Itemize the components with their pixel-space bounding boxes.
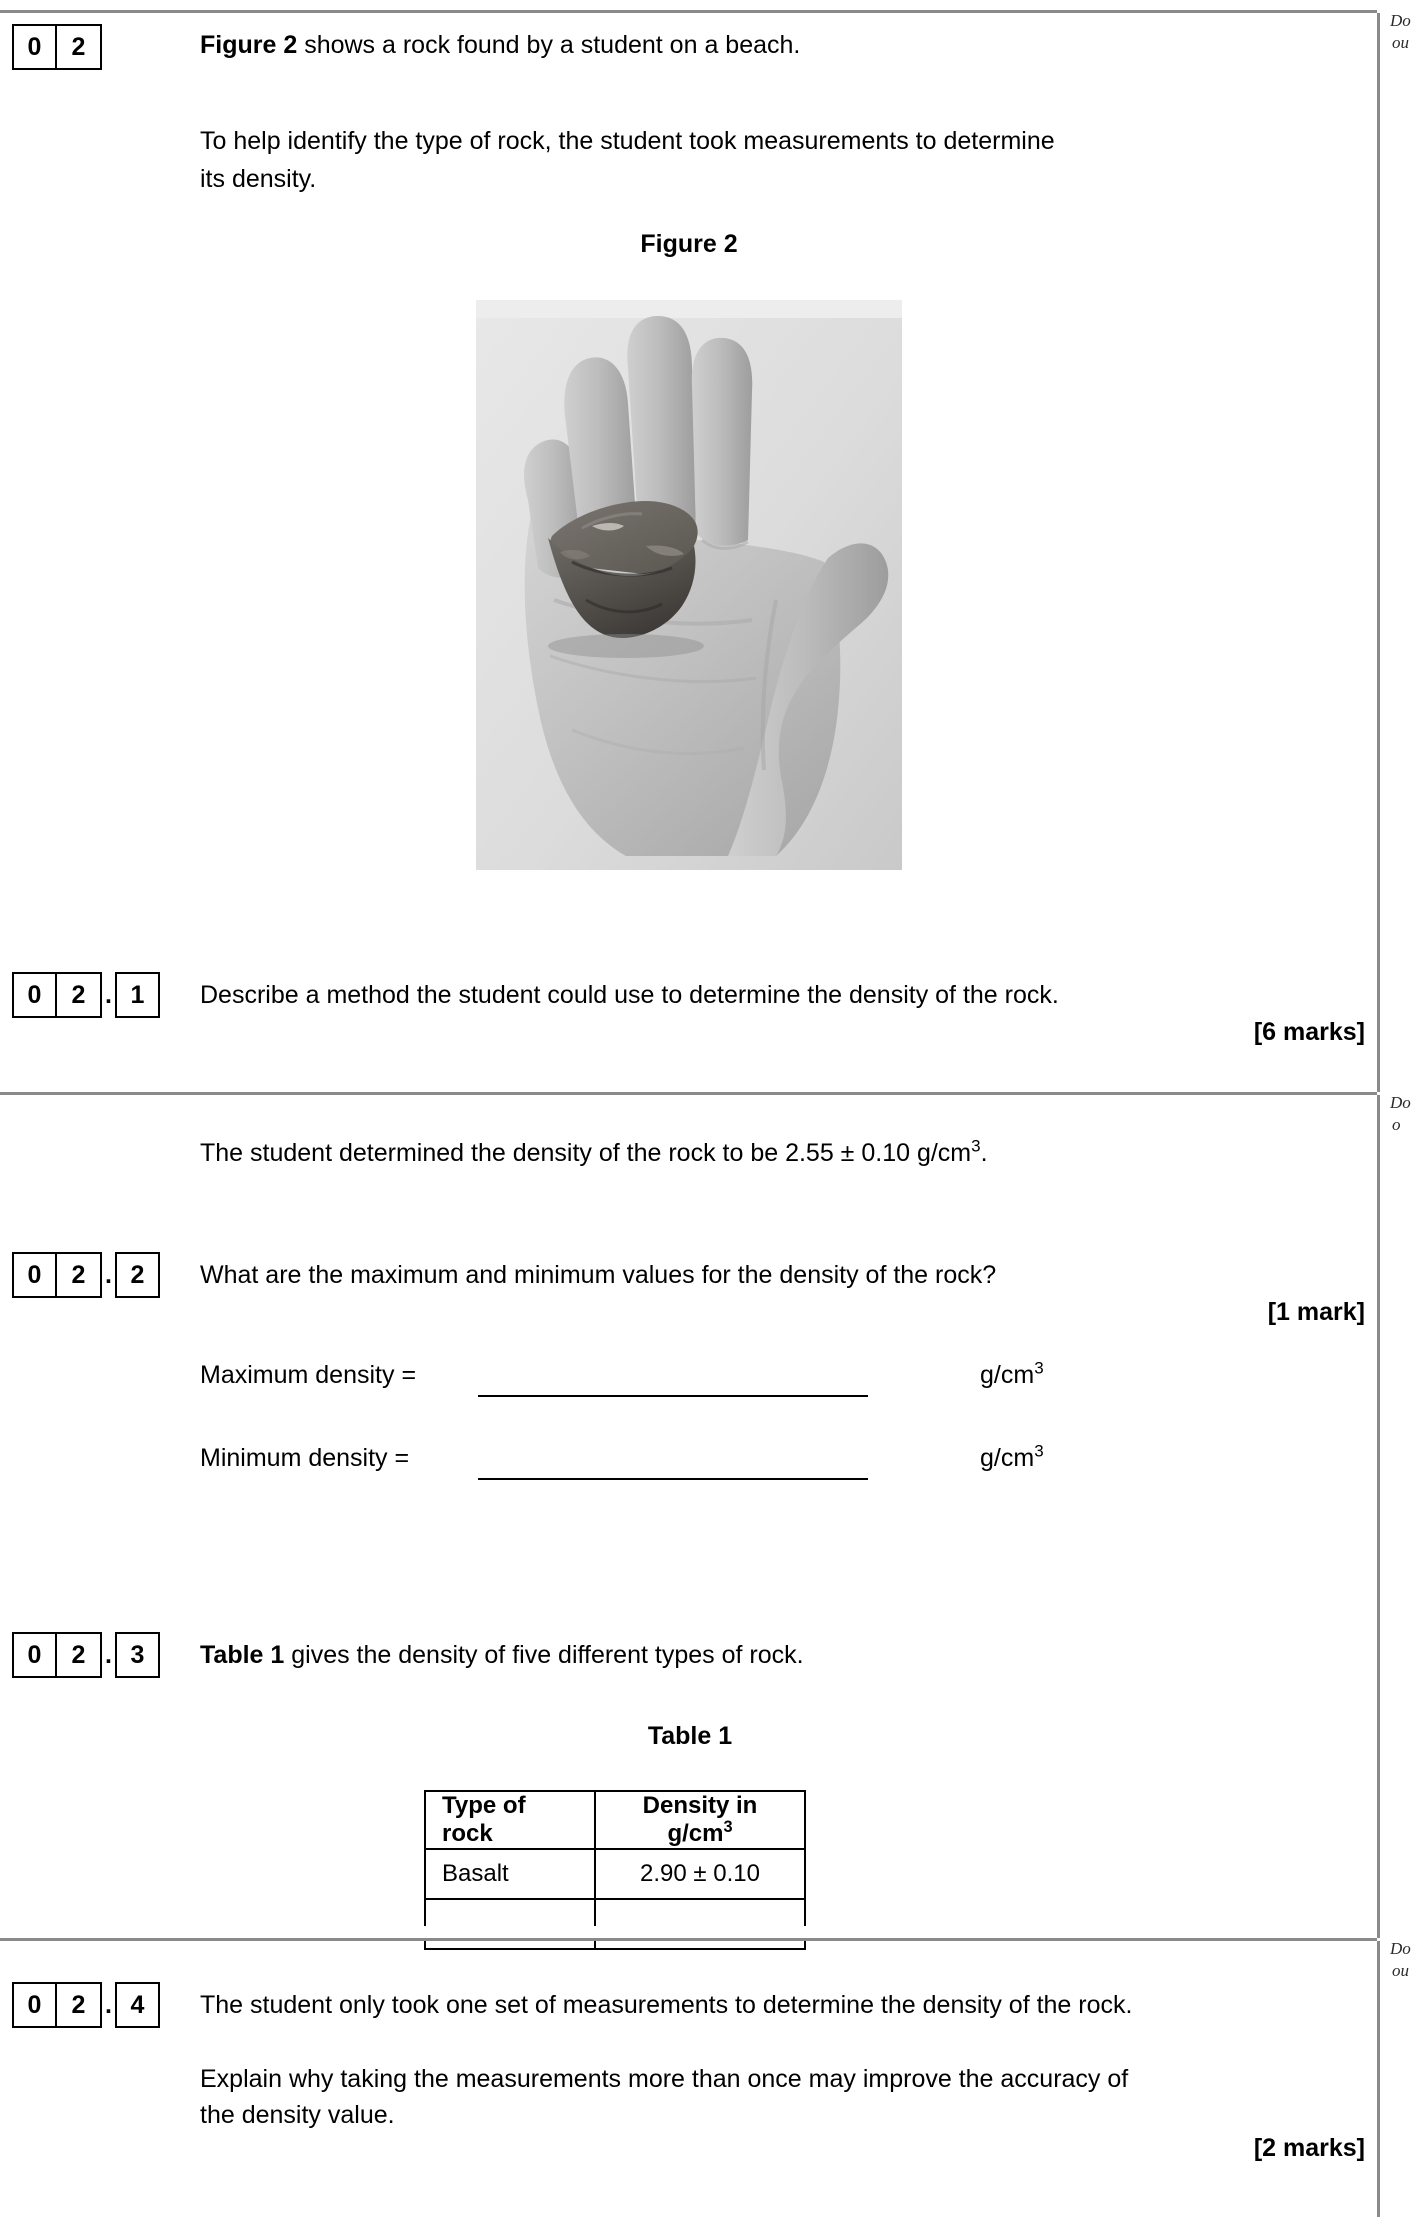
margin-note-section-1-line1: Do xyxy=(1390,11,1411,30)
figure-2-caption: Figure 2 xyxy=(640,230,738,258)
question-02-1-dot: . xyxy=(105,981,112,1009)
margin-note-section-3-line2: ou xyxy=(1392,1961,1409,1980)
question-02-2-digit-2: 2 xyxy=(57,1252,102,1298)
question-02-intro-line-1 xyxy=(200,28,1350,62)
question-02-4-subdigit: 4 xyxy=(115,1982,160,2028)
page-break-rule-middle xyxy=(0,1092,1377,1095)
question-number-02-1 xyxy=(12,972,160,1018)
minimum-density-answer-line[interactable] xyxy=(478,1478,868,1480)
maximum-density-answer-line[interactable] xyxy=(478,1395,868,1397)
question-02-intro-line-2: To help identify the type of rock, the student took measurements to determine xyxy=(200,127,1055,155)
question-02-3-digit-2: 2 xyxy=(57,1632,102,1678)
table-header-type-of-rock: Type of rock xyxy=(425,1791,595,1849)
table-cell-rock-name: Basalt xyxy=(425,1849,595,1899)
figure-2-photograph xyxy=(476,300,902,870)
table-header-density-text: Density in g/cm xyxy=(642,1792,758,1847)
margin-divider-line-section-3 xyxy=(1377,1941,1380,2217)
question-02-4-digit-2: 2 xyxy=(57,1982,102,2028)
hand-holding-rock-image xyxy=(476,300,902,870)
question-02-1-marks: [6 marks] xyxy=(1253,1018,1365,1046)
minimum-density-unit-text: g/cm xyxy=(980,1444,1035,1472)
question-02-3-text xyxy=(200,1638,1360,1672)
maximum-density-label: Maximum density = xyxy=(200,1361,417,1389)
question-02-3-subdigit: 3 xyxy=(115,1632,160,1678)
margin-note-section-2-line2: o xyxy=(1392,1115,1401,1134)
question-number-02-2 xyxy=(12,1252,160,1298)
table-clip-mask xyxy=(0,1926,1377,1938)
question-02-2-dot: . xyxy=(105,1261,112,1289)
margin-note-section-2-line1: Do xyxy=(1390,1093,1411,1112)
question-02-intro-line-3: its density. xyxy=(200,165,317,193)
question-02-2-subdigit: 2 xyxy=(115,1252,160,1298)
question-number-02-3 xyxy=(12,1632,160,1678)
question-02-4-line-3: the density value. xyxy=(200,2101,395,2129)
question-02-1-text: Describe a method the student could use to determine the density of the rock. xyxy=(200,981,1059,1009)
question-02-1-digit-1: 0 xyxy=(12,972,57,1018)
question-02-3-dot: . xyxy=(105,1641,112,1669)
question-02-4-digit-1: 0 xyxy=(12,1982,57,2028)
table-cell-clipped-right xyxy=(595,1899,805,1949)
question-02-1-digit-2: 2 xyxy=(57,972,102,1018)
table-cell-rock-density: 2.90 ± 0.10 xyxy=(595,1849,805,1899)
question-02-3-digit-1: 0 xyxy=(12,1632,57,1678)
question-number-02-4 xyxy=(12,1982,160,2028)
margin-note-section-3-line1: Do xyxy=(1390,1939,1411,1958)
margin-divider-line-section-1 xyxy=(1377,13,1380,1092)
page-break-rule-lower-top xyxy=(0,1938,1377,1941)
figure-2-reference-bold: Figure 2 xyxy=(200,31,298,59)
table-1-caption: Table 1 xyxy=(647,1722,733,1750)
question-number-digit-1: 0 xyxy=(12,24,57,70)
maximum-density-unit xyxy=(980,1358,1044,1390)
table-header-row xyxy=(425,1791,805,1849)
maximum-density-unit-superscript: 3 xyxy=(1034,1358,1044,1378)
question-02-4-dot: . xyxy=(105,1991,112,2019)
question-number-02 xyxy=(12,24,102,70)
question-02-2-stem-superscript: 3 xyxy=(971,1136,981,1156)
question-02-3-text-rest: gives the density of five different types of rock. xyxy=(284,1641,804,1669)
question-02-2-stem-text: The student determined the density of the rock to be 2.55 ± 0.10 g/cm xyxy=(200,1139,972,1167)
minimum-density-label: Minimum density = xyxy=(200,1444,410,1472)
margin-divider-line-section-2 xyxy=(1377,1095,1380,1938)
question-number-digit-2: 2 xyxy=(57,24,102,70)
question-02-2-text: What are the maximum and minimum values for the density of the rock? xyxy=(200,1261,997,1289)
minimum-density-unit xyxy=(980,1441,1044,1473)
table-1-reference-bold: Table 1 xyxy=(200,1641,285,1669)
question-02-4-line-2: Explain why taking the measurements more than once may improve the accuracy of xyxy=(200,2065,1129,2093)
question-02-2-marks: [1 mark] xyxy=(1267,1298,1365,1326)
page-break-rule-top xyxy=(0,10,1377,13)
table-header-density xyxy=(595,1791,805,1849)
question-02-intro-line-1-rest: shows a rock found by a student on a beach. xyxy=(297,31,801,59)
question-02-2-stem xyxy=(200,1136,1360,1170)
question-02-1-subdigit: 1 xyxy=(115,972,160,1018)
table-cell-clipped-left xyxy=(425,1899,595,1949)
table-row-clipped xyxy=(425,1899,805,1949)
question-02-2-digit-1: 0 xyxy=(12,1252,57,1298)
maximum-density-unit-text: g/cm xyxy=(980,1361,1035,1389)
question-02-4-line-1: The student only took one set of measurements to determine the density of the rock. xyxy=(200,1991,1133,2019)
margin-note-section-1-line2: ou xyxy=(1392,33,1409,52)
minimum-density-unit-superscript: 3 xyxy=(1034,1441,1044,1461)
table-header-density-superscript: 3 xyxy=(723,1818,733,1836)
table-row xyxy=(425,1849,805,1899)
question-02-2-stem-end: . xyxy=(980,1139,988,1167)
question-02-4-marks: [2 marks] xyxy=(1253,2134,1365,2162)
